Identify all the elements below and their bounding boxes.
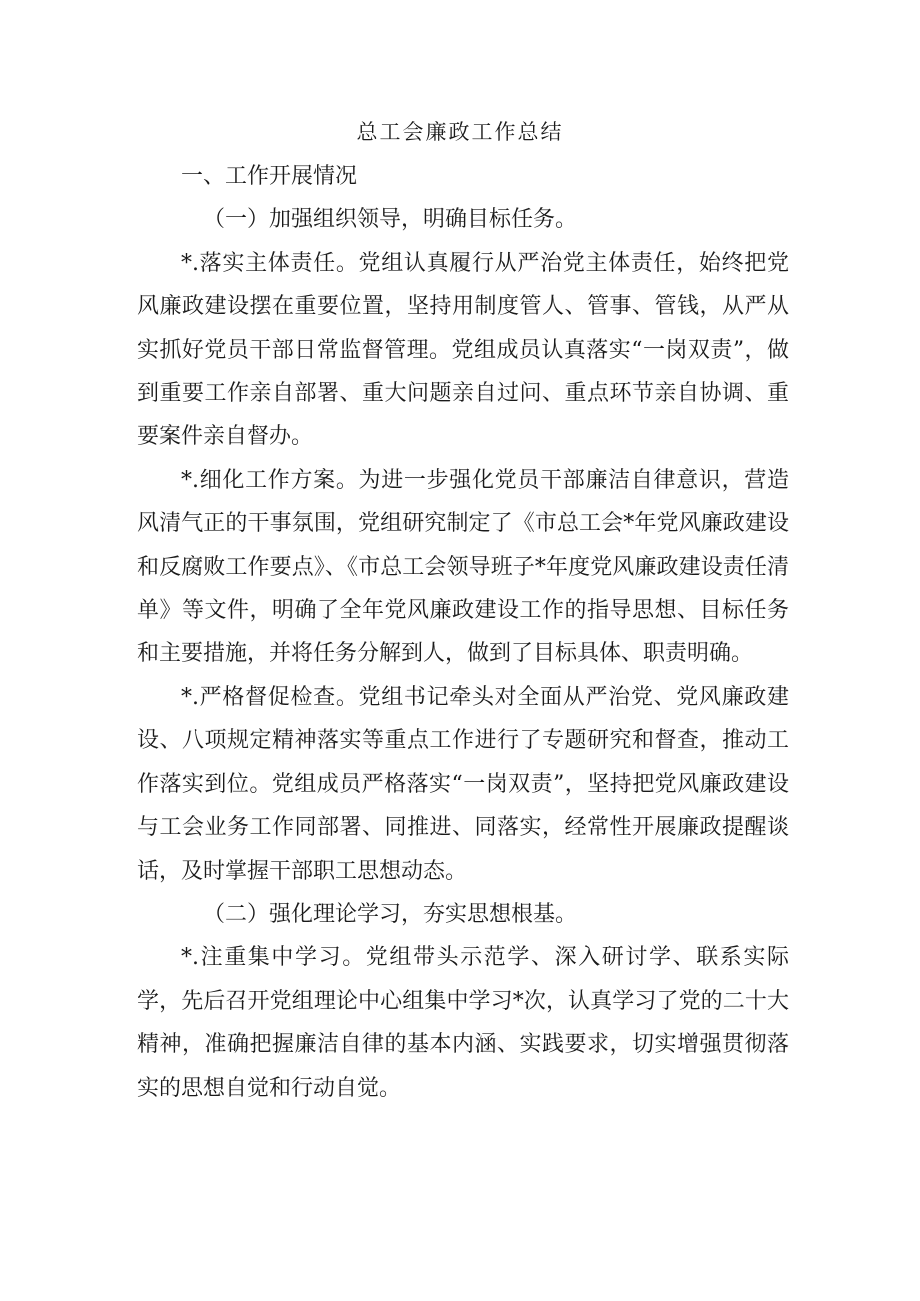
document-title: 总工会廉政工作总结 <box>356 120 564 144</box>
paragraph-responsibility: *.落实主体责任。党组认真履行从严治党主体责任，始终把党风廉政建设摆在重要位置，坚持用制度管人、管事、管钱，从严从实抓好党员干部日常监督管理。党组成员认真落实“一岗双责”，做到重要工作亲自部署、重大问题亲自过问、重点环节亲自协调、重要案件亲自督办。 <box>137 250 789 450</box>
subsection-heading-1: （一）加强组织领导，明确目标任务。 <box>203 207 578 233</box>
paragraph-supervision: *.严格督促检查。党组书记牵头对全面从严治党、党风廉政建设、八项规定精神落实等重点工作进行了专题研究和督查，推动工作落实到位。党组成员严格落实“一岗双责”，坚持把党风廉政建设与工会业务工作同部署、同推进、同落实，经常性开展廉政提醒谈话，及时掌握干部职工思想动态。 <box>137 684 789 884</box>
document-body <box>137 155 789 1110</box>
paragraph-work-plan: *.细化工作方案。为进一步强化党员干部廉洁自律意识，营造风清气正的干事氛围，党组研究制定了《市总工会*年党风廉政建设和反腐败工作要点》、《市总工会领导班子*年度党风廉政建设责任清单》等文件，明确了全年党风廉政建设工作的指导思想、目标任务和主要措施，并将任务分解到人，做到了目标具体、职责明确。 <box>137 467 789 667</box>
paragraph-study: *.注重集中学习。党组带头示范学、深入研讨学、联系实际学，先后召开党组理论中心组集中学习*次，认真学习了党的二十大精神，准确把握廉洁自律的基本内涵、实践要求，切实增强贯彻落实的思想自觉和行动自觉。 <box>137 945 789 1101</box>
section-heading-1: 一、工作开展情况 <box>181 164 358 189</box>
subsection-heading-2: （二）强化理论学习，夯实思想根基。 <box>203 901 578 927</box>
